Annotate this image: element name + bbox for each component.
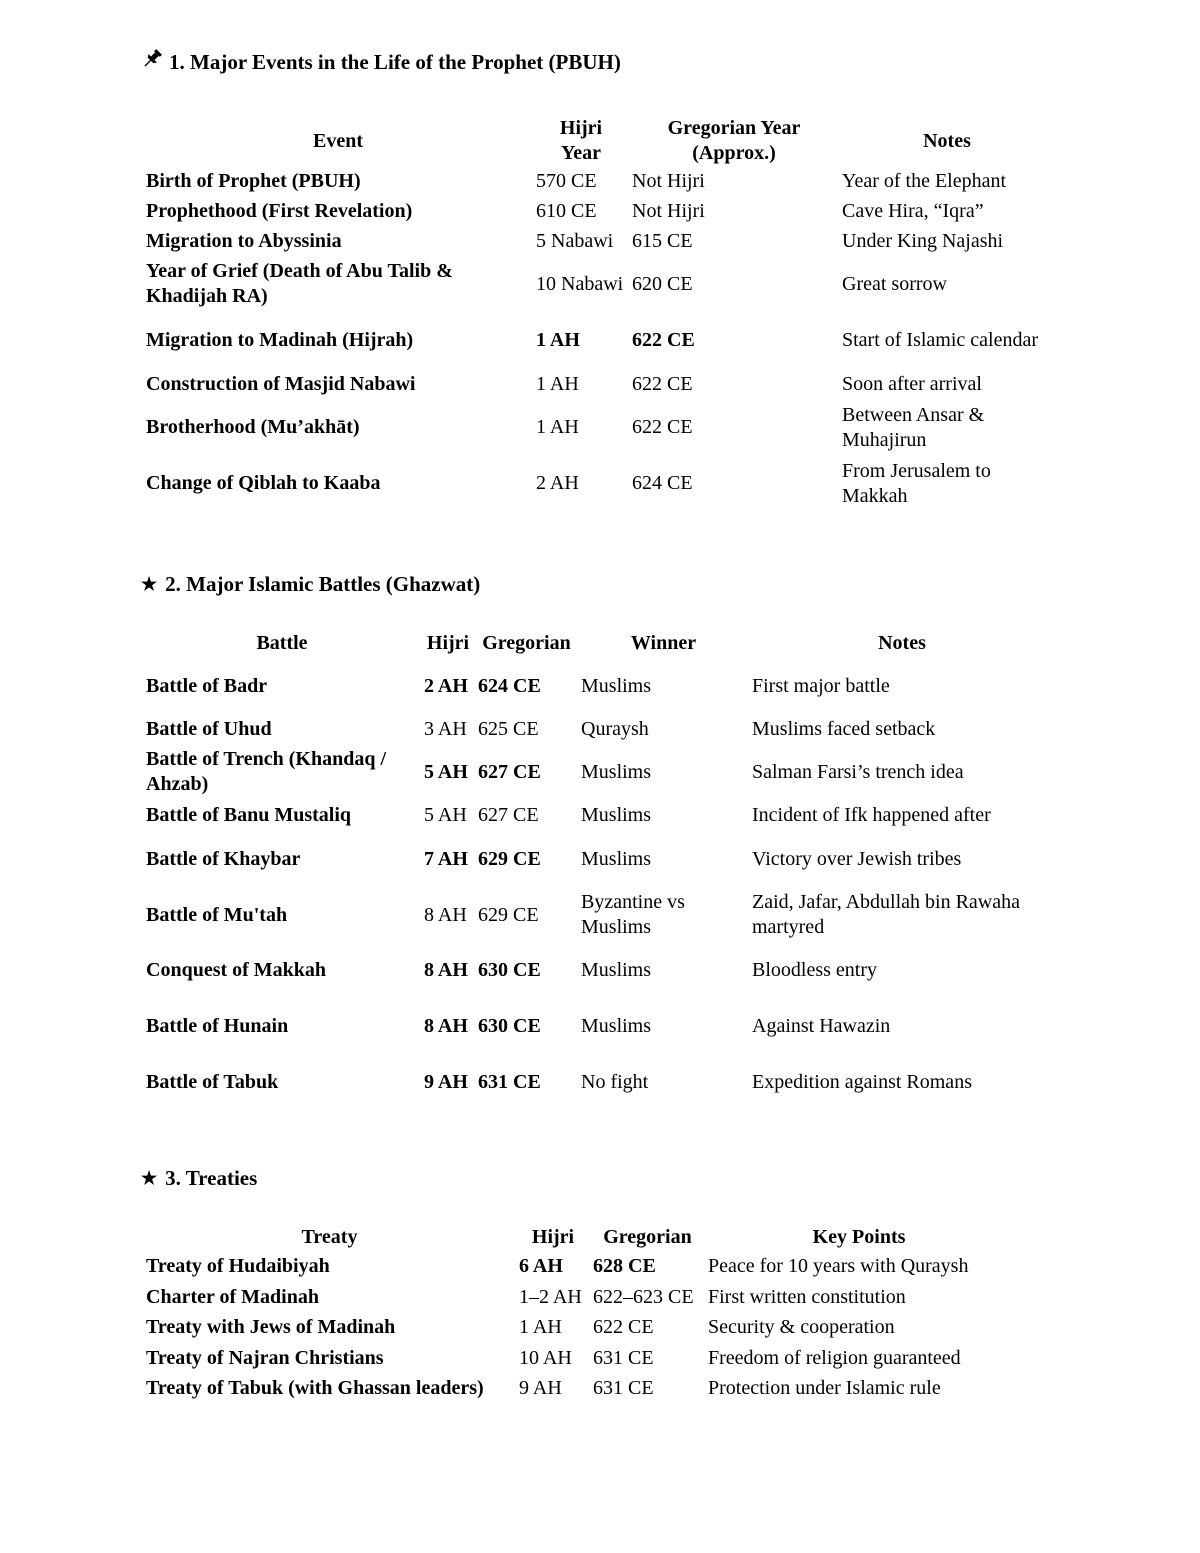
treaty-row bbox=[143, 1312, 1013, 1343]
event-notes-cell: Great sorrow bbox=[842, 272, 947, 295]
section-1-heading bbox=[141, 48, 621, 76]
battles-header-battle: Battle bbox=[256, 632, 308, 654]
treaty-points-cell: First written constitution bbox=[708, 1285, 906, 1308]
battle-notes-cell: Salman Farsi’s trench idea bbox=[752, 760, 964, 783]
treaty-gregorian-cell: 622 CE bbox=[593, 1316, 654, 1338]
treaty-gregorian-cell: 631 CE bbox=[593, 1346, 654, 1369]
battle-winner-cell: Quraysh bbox=[581, 718, 649, 740]
battle-gregorian-cell: 629 CE bbox=[478, 903, 539, 926]
event-row bbox=[143, 456, 1055, 511]
event-event-cell: Year of Grief (Death of Abu Talib & Khadijah RA) bbox=[146, 260, 453, 307]
battle-row bbox=[143, 1054, 1055, 1110]
treaty-row bbox=[143, 1282, 1013, 1312]
event-gregorian-cell: 615 CE bbox=[632, 230, 693, 252]
battle-notes-cell: Expedition against Romans bbox=[752, 1070, 972, 1093]
treaties-header-key-points: Key Points bbox=[812, 1226, 906, 1248]
treaties-header-gregorian: Gregorian bbox=[603, 1226, 692, 1248]
section-2-heading bbox=[141, 572, 480, 597]
battles-table bbox=[143, 630, 1055, 1110]
battle-gregorian-cell: 627 CE bbox=[478, 803, 539, 826]
battles-header-row bbox=[143, 630, 1055, 657]
events-table bbox=[143, 116, 1055, 511]
battle-battle-cell: Battle of Banu Mustaliq bbox=[146, 803, 352, 826]
treaties-header-row bbox=[143, 1224, 1013, 1251]
battle-gregorian-cell: 629 CE bbox=[478, 847, 541, 870]
battles-header-gregorian: Gregorian bbox=[482, 632, 571, 654]
treaty-hijri-cell: 6 AH bbox=[519, 1255, 563, 1277]
treaty-hijri-cell: 1 AH bbox=[519, 1316, 562, 1338]
event-notes-cell: Cave Hira, “Iqra” bbox=[842, 199, 984, 222]
event-notes-cell: Year of the Elephant bbox=[842, 169, 1007, 192]
battle-winner-cell: No fight bbox=[581, 1070, 649, 1093]
event-gregorian-cell: 622 CE bbox=[632, 416, 693, 438]
event-gregorian-cell: 622 CE bbox=[632, 372, 693, 395]
events-header-gregorian: Gregorian Year (Approx.) bbox=[667, 117, 801, 164]
battle-hijri-cell: 7 AH bbox=[424, 847, 468, 870]
event-hijri-cell: 10 Nabawi bbox=[536, 272, 624, 295]
battle-hijri-cell: 2 AH bbox=[424, 674, 468, 697]
treaty-points-cell: Freedom of religion guaranteed bbox=[708, 1346, 961, 1369]
treaty-points-cell: Peace for 10 years with Quraysh bbox=[708, 1255, 969, 1277]
treaty-gregorian-cell: 622–623 CE bbox=[593, 1285, 694, 1308]
treaty-treaty-cell: Charter of Madinah bbox=[146, 1285, 319, 1308]
treaty-gregorian-cell: 631 CE bbox=[593, 1377, 654, 1399]
battle-hijri-cell: 5 AH bbox=[424, 803, 467, 826]
battle-row bbox=[143, 715, 1055, 744]
battle-battle-cell: Conquest of Makkah bbox=[146, 958, 327, 981]
treaty-treaty-cell: Treaty of Tabuk (with Ghassan leaders) bbox=[146, 1377, 484, 1399]
battle-battle-cell: Battle of Khaybar bbox=[146, 847, 301, 870]
treaties-header-treaty: Treaty bbox=[301, 1226, 358, 1248]
treaty-hijri-cell: 9 AH bbox=[519, 1377, 562, 1399]
event-row bbox=[143, 399, 1055, 456]
treaty-hijri-cell: 10 AH bbox=[519, 1346, 572, 1369]
battle-notes-cell: Incident of Ifk happened after bbox=[752, 803, 991, 826]
treaties-table bbox=[143, 1224, 1013, 1404]
battle-row bbox=[143, 942, 1055, 998]
battle-notes-cell: Bloodless entry bbox=[752, 958, 877, 981]
treaty-row bbox=[143, 1373, 1013, 1404]
battle-hijri-cell: 8 AH bbox=[424, 903, 467, 926]
event-event-cell: Prophethood (First Revelation) bbox=[146, 199, 413, 222]
treaty-points-cell: Security & cooperation bbox=[708, 1316, 895, 1338]
event-row bbox=[143, 166, 1055, 196]
battle-winner-cell: Byzantine vs Muslims bbox=[581, 891, 685, 938]
event-hijri-cell: 5 Nabawi bbox=[536, 230, 614, 252]
battle-gregorian-cell: 625 CE bbox=[478, 718, 539, 740]
battle-row bbox=[143, 744, 1055, 800]
battle-notes-cell: First major battle bbox=[752, 674, 890, 697]
treaty-treaty-cell: Treaty of Najran Christians bbox=[146, 1346, 384, 1369]
battle-winner-cell: Muslims bbox=[581, 1014, 652, 1037]
event-notes-cell: Under King Najashi bbox=[842, 230, 1004, 252]
battle-hijri-cell: 3 AH bbox=[424, 718, 467, 740]
event-notes-cell: Soon after arrival bbox=[842, 372, 982, 395]
battle-row bbox=[143, 888, 1055, 942]
battle-row bbox=[143, 657, 1055, 715]
battle-gregorian-cell: 631 CE bbox=[478, 1070, 541, 1093]
battle-winner-cell: Muslims bbox=[581, 674, 652, 697]
battle-gregorian-cell: 627 CE bbox=[478, 760, 541, 783]
event-row bbox=[143, 311, 1055, 369]
battle-hijri-cell: 5 AH bbox=[424, 760, 468, 783]
battle-hijri-cell: 8 AH bbox=[424, 958, 468, 981]
events-header-notes: Notes bbox=[923, 129, 971, 152]
event-event-cell: Birth of Prophet (PBUH) bbox=[146, 169, 361, 192]
battle-battle-cell: Battle of Hunain bbox=[146, 1014, 289, 1037]
battle-battle-cell: Battle of Badr bbox=[146, 674, 268, 697]
event-notes-cell: From Jerusalem to Makkah bbox=[842, 459, 991, 507]
event-gregorian-cell: Not Hijri bbox=[632, 199, 705, 222]
events-header-event: Event bbox=[313, 129, 363, 152]
treaty-treaty-cell: Treaty of Hudaibiyah bbox=[146, 1255, 330, 1277]
event-row bbox=[143, 257, 1055, 311]
battle-winner-cell: Muslims bbox=[581, 760, 652, 783]
battle-gregorian-cell: 630 CE bbox=[478, 958, 541, 981]
event-row bbox=[143, 369, 1055, 399]
event-hijri-cell: 610 CE bbox=[536, 199, 597, 222]
battle-notes-cell: Against Hawazin bbox=[752, 1014, 891, 1037]
treaty-row bbox=[143, 1251, 1013, 1282]
star-icon: ★ bbox=[141, 1168, 158, 1188]
battle-winner-cell: Muslims bbox=[581, 958, 652, 981]
pushpin-icon bbox=[141, 48, 163, 76]
battle-row bbox=[143, 830, 1055, 888]
event-row bbox=[143, 226, 1055, 257]
section-3-title: 3. Treaties bbox=[165, 1166, 258, 1190]
event-hijri-cell: 570 CE bbox=[536, 169, 597, 192]
event-hijri-cell: 2 AH bbox=[536, 472, 579, 494]
battle-row bbox=[143, 800, 1055, 830]
battle-row bbox=[143, 998, 1055, 1054]
events-header-row bbox=[143, 116, 1055, 166]
section-1-title: 1. Major Events in the Life of the Prophet (PBUH) bbox=[169, 49, 621, 74]
event-event-cell: Brotherhood (Mu’akhāt) bbox=[146, 416, 360, 438]
section-2-title: 2. Major Islamic Battles (Ghazwat) bbox=[165, 572, 481, 596]
event-gregorian-cell: 620 CE bbox=[632, 272, 693, 295]
battle-battle-cell: Battle of Trench (Khandaq / Ahzab) bbox=[146, 748, 387, 795]
battles-header-hijri: Hijri bbox=[426, 632, 470, 654]
event-gregorian-cell: Not Hijri bbox=[632, 169, 705, 192]
battle-winner-cell: Muslims bbox=[581, 847, 652, 870]
treaties-header-hijri: Hijri bbox=[531, 1226, 575, 1248]
event-hijri-cell: 1 AH bbox=[536, 416, 579, 438]
section-3-heading bbox=[141, 1166, 257, 1191]
event-hijri-cell: 1 AH bbox=[536, 328, 580, 351]
event-gregorian-cell: 624 CE bbox=[632, 472, 693, 494]
battle-battle-cell: Battle of Tabuk bbox=[146, 1070, 279, 1093]
battle-gregorian-cell: 630 CE bbox=[478, 1014, 541, 1037]
event-event-cell: Migration to Abyssinia bbox=[146, 230, 342, 252]
treaty-hijri-cell: 1–2 AH bbox=[519, 1285, 582, 1308]
treaty-row bbox=[143, 1343, 1013, 1373]
battle-notes-cell: Zaid, Jafar, Abdullah bin Rawaha martyred bbox=[752, 891, 1021, 938]
battle-gregorian-cell: 624 CE bbox=[478, 674, 541, 697]
event-notes-cell: Start of Islamic calendar bbox=[842, 328, 1039, 351]
event-event-cell: Change of Qiblah to Kaaba bbox=[146, 472, 381, 494]
event-notes-cell: Between Ansar & Muhajirun bbox=[842, 403, 985, 451]
battle-hijri-cell: 9 AH bbox=[424, 1070, 468, 1093]
battle-battle-cell: Battle of Uhud bbox=[146, 718, 272, 740]
events-header-hijri: Hijri Year bbox=[559, 117, 603, 164]
treaty-points-cell: Protection under Islamic rule bbox=[708, 1377, 941, 1399]
battle-winner-cell: Muslims bbox=[581, 803, 652, 826]
treaty-treaty-cell: Treaty with Jews of Madinah bbox=[146, 1316, 396, 1338]
battles-header-notes: Notes bbox=[878, 632, 926, 654]
event-gregorian-cell: 622 CE bbox=[632, 328, 695, 351]
battle-hijri-cell: 8 AH bbox=[424, 1014, 468, 1037]
event-hijri-cell: 1 AH bbox=[536, 372, 579, 395]
star-icon: ★ bbox=[141, 574, 158, 594]
battles-header-winner: Winner bbox=[630, 632, 697, 654]
battle-notes-cell: Victory over Jewish tribes bbox=[752, 847, 962, 870]
treaty-gregorian-cell: 628 CE bbox=[593, 1255, 656, 1277]
event-row bbox=[143, 196, 1055, 226]
battle-battle-cell: Battle of Mu'tah bbox=[146, 903, 288, 926]
event-event-cell: Construction of Masjid Nabawi bbox=[146, 372, 416, 395]
battle-notes-cell: Muslims faced setback bbox=[752, 718, 936, 740]
event-event-cell: Migration to Madinah (Hijrah) bbox=[146, 328, 414, 351]
